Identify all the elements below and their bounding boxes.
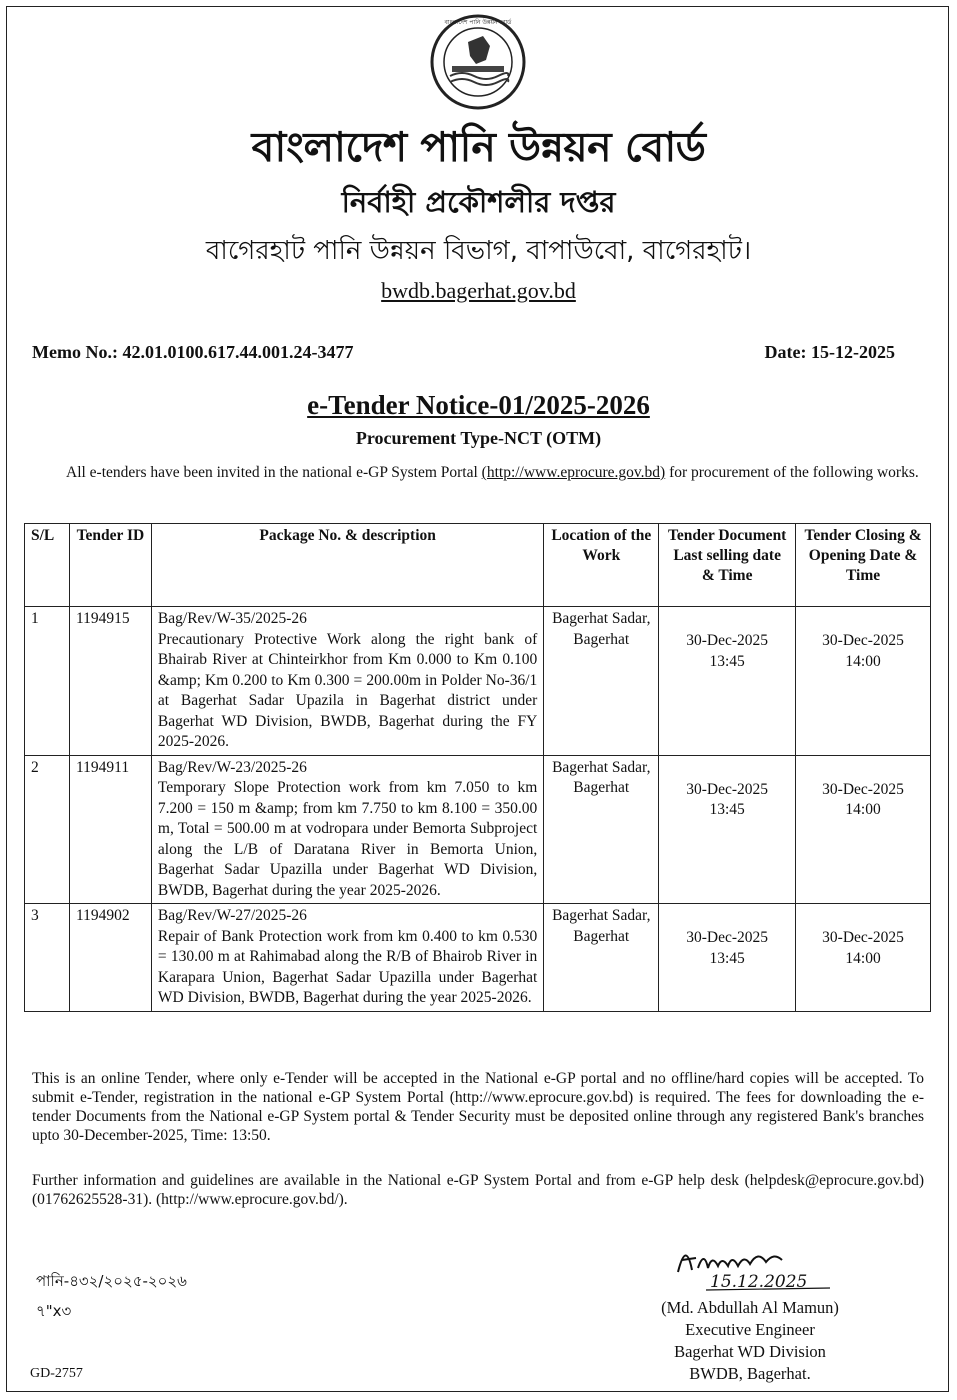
- seal-text: বাংলাদেশ পানি উন্নয়ন বোর্ড: [444, 19, 512, 26]
- signatory-name: (Md. Abdullah Al Mamun): [661, 1298, 839, 1317]
- division-name: বাগেরহাট পানি উন্নয়ন বিভাগ, বাপাউবো, বাগেরহাট।: [205, 236, 752, 266]
- row-tender-id: 1194911: [69, 755, 151, 904]
- doc-time: 13:45: [709, 652, 745, 670]
- doc-date: 30-Dec-2025: [686, 780, 769, 798]
- row-tender-id: 1194902: [69, 904, 151, 1012]
- svg-text:15.12.2025: 15.12.2025: [710, 1272, 808, 1292]
- row-package: [151, 607, 543, 756]
- table-row: [25, 904, 931, 1012]
- doc-date: 30-Dec-2025: [686, 632, 769, 649]
- intro-paragraph: [30, 463, 923, 482]
- memo-date: Date: 15-12-2025: [764, 342, 895, 362]
- doc-date: 30-Dec-2025: [686, 929, 769, 946]
- row-tender-id: 1194915: [69, 607, 151, 756]
- header-closing: Tender Closing & Opening Date & Time: [796, 524, 931, 607]
- procurement-type: Procurement Type-NCT (OTM): [355, 428, 602, 448]
- row-doc-selling: [659, 755, 796, 904]
- row-sl: 1: [25, 607, 70, 756]
- signature-image: [670, 1232, 840, 1294]
- eprocure-link[interactable]: (http://www.eprocure.gov.bd): [481, 464, 666, 481]
- gd-number: GD-2757: [30, 1366, 83, 1381]
- website-link[interactable]: bwdb.bagerhat.gov.bd: [381, 278, 576, 303]
- close-time: 14:00: [845, 652, 881, 670]
- memo-number: Memo No.: 42.01.0100.617.44.001.24-3477: [32, 342, 354, 362]
- doc-time: 13:45: [709, 949, 745, 967]
- package-no: Bag/Rev/W-27/2025-26: [157, 907, 307, 924]
- table-header-row: [25, 524, 931, 607]
- row-location: Bagerhat Sadar, Bagerhat: [544, 755, 659, 904]
- row-package: [151, 904, 543, 1012]
- signatory-division: Bagerhat WD Division: [674, 1342, 826, 1361]
- close-date: 30-Dec-2025: [822, 632, 904, 649]
- office-name: নির্বাহী প্রকৌশলীর দপ্তর: [341, 185, 616, 219]
- doc-time: 13:45: [709, 801, 745, 818]
- row-location: Bagerhat Sadar, Bagerhat: [544, 607, 659, 756]
- close-date: 30-Dec-2025: [822, 929, 904, 946]
- package-description: Precautionary Protective Work along the right bank of Bhairab River at Chinteirkhor from Km 0.000 to Km 0.100 &amp; Km 0.200 to Km 0.300 = 200.00m in Polder No-36/1 at Bagerhat Sadar Upazila in Bagerhat district under Bagerhat WD Division, BWDB, Bagerhat during the FY 2025-2026.: [157, 630, 538, 750]
- bwdb-logo-seal: [428, 12, 528, 112]
- notice-title: e-Tender Notice-01/2025-2026: [307, 390, 650, 420]
- signatory-org: BWDB, Bagerhat.: [689, 1364, 811, 1383]
- header-doc-selling: Tender Document Last selling date & Time: [659, 524, 796, 607]
- package-description: Repair of Bank Protection work from km 0.400 to km 0.530 = 130.00 m at Rahimabad along the R/B of Bhairob River in Karapara Union, Bagerhat Sadar Upazilla under Bagerhat WD Division, BWDB, Bagerhat during the year 2025-2026.: [157, 927, 538, 1006]
- table-row: [25, 755, 931, 904]
- header-location: Location of the Work: [544, 524, 659, 607]
- intro-text-before: All e-tenders have been invited in the national e-GP System Portal: [66, 464, 482, 481]
- row-sl: 2: [25, 755, 70, 904]
- row-closing: [796, 755, 931, 904]
- header-sl: S/L: [25, 524, 70, 607]
- row-doc-selling: [659, 904, 796, 1012]
- package-description: Temporary Slope Protection work from km 7.050 to km 7.200 = 150 m &amp; from km 7.750 to km 8.100 = 350.00 m, Total = 500.00 m at vodropara under Bemorta Subproject along the L/B of Daratana River in Bemorta Union, Bagerhat Sadar Upazilla under Bagerhat WD Division, BWDB, Bagerhat during the year 2025-2026.: [157, 779, 538, 899]
- signature-block: [590, 1297, 910, 1385]
- tender-table: [24, 523, 931, 1012]
- row-package: [151, 755, 543, 904]
- close-time: 14:00: [845, 949, 881, 967]
- org-name: বাংলাদেশ পানি উন্নয়ন বোর্ড: [251, 123, 706, 171]
- reference-number: পানি-৪৩২/২০২৫-২০২৬: [36, 1272, 187, 1290]
- row-doc-selling: [659, 607, 796, 756]
- table-row: [25, 607, 931, 756]
- online-tender-paragraph: This is an online Tender, where only e-Tender will be accepted in the National e-GP portal and no offline/hard copies will be accepted. To submit e-Tender, registration in the national e-GP System Portal (http://www.eprocure.gov.bd) is required. The fees for downloading the e-tender Documents from the National e-GP System portal & Tender Security must be deposited online through any registered Bank's branches upto 30-December-2025, Time: 13:50.: [32, 1070, 924, 1144]
- header-tender-id: Tender ID: [69, 524, 151, 607]
- package-no: Bag/Rev/W-23/2025-26: [157, 758, 307, 776]
- header-package: Package No. & description: [151, 524, 543, 607]
- close-date: 30-Dec-2025: [822, 780, 904, 798]
- ad-size: ৭"x৩: [36, 1302, 72, 1320]
- package-no: Bag/Rev/W-35/2025-26: [157, 610, 307, 627]
- signatory-designation: Executive Engineer: [685, 1320, 815, 1339]
- row-closing: [796, 607, 931, 756]
- further-info-paragraph: Further information and guidelines are available in the National e-GP System Portal and from e-GP help desk (helpdesk@eprocure.gov.bd) (01762625528-31). (http://www.eprocure.gov.bd/).: [32, 1172, 924, 1208]
- row-location: Bagerhat Sadar, Bagerhat: [544, 904, 659, 1012]
- close-time: 14:00: [845, 801, 881, 818]
- intro-text-after: for procurement of the following works.: [665, 464, 919, 481]
- row-sl: 3: [25, 904, 70, 1012]
- row-closing: [796, 904, 931, 1012]
